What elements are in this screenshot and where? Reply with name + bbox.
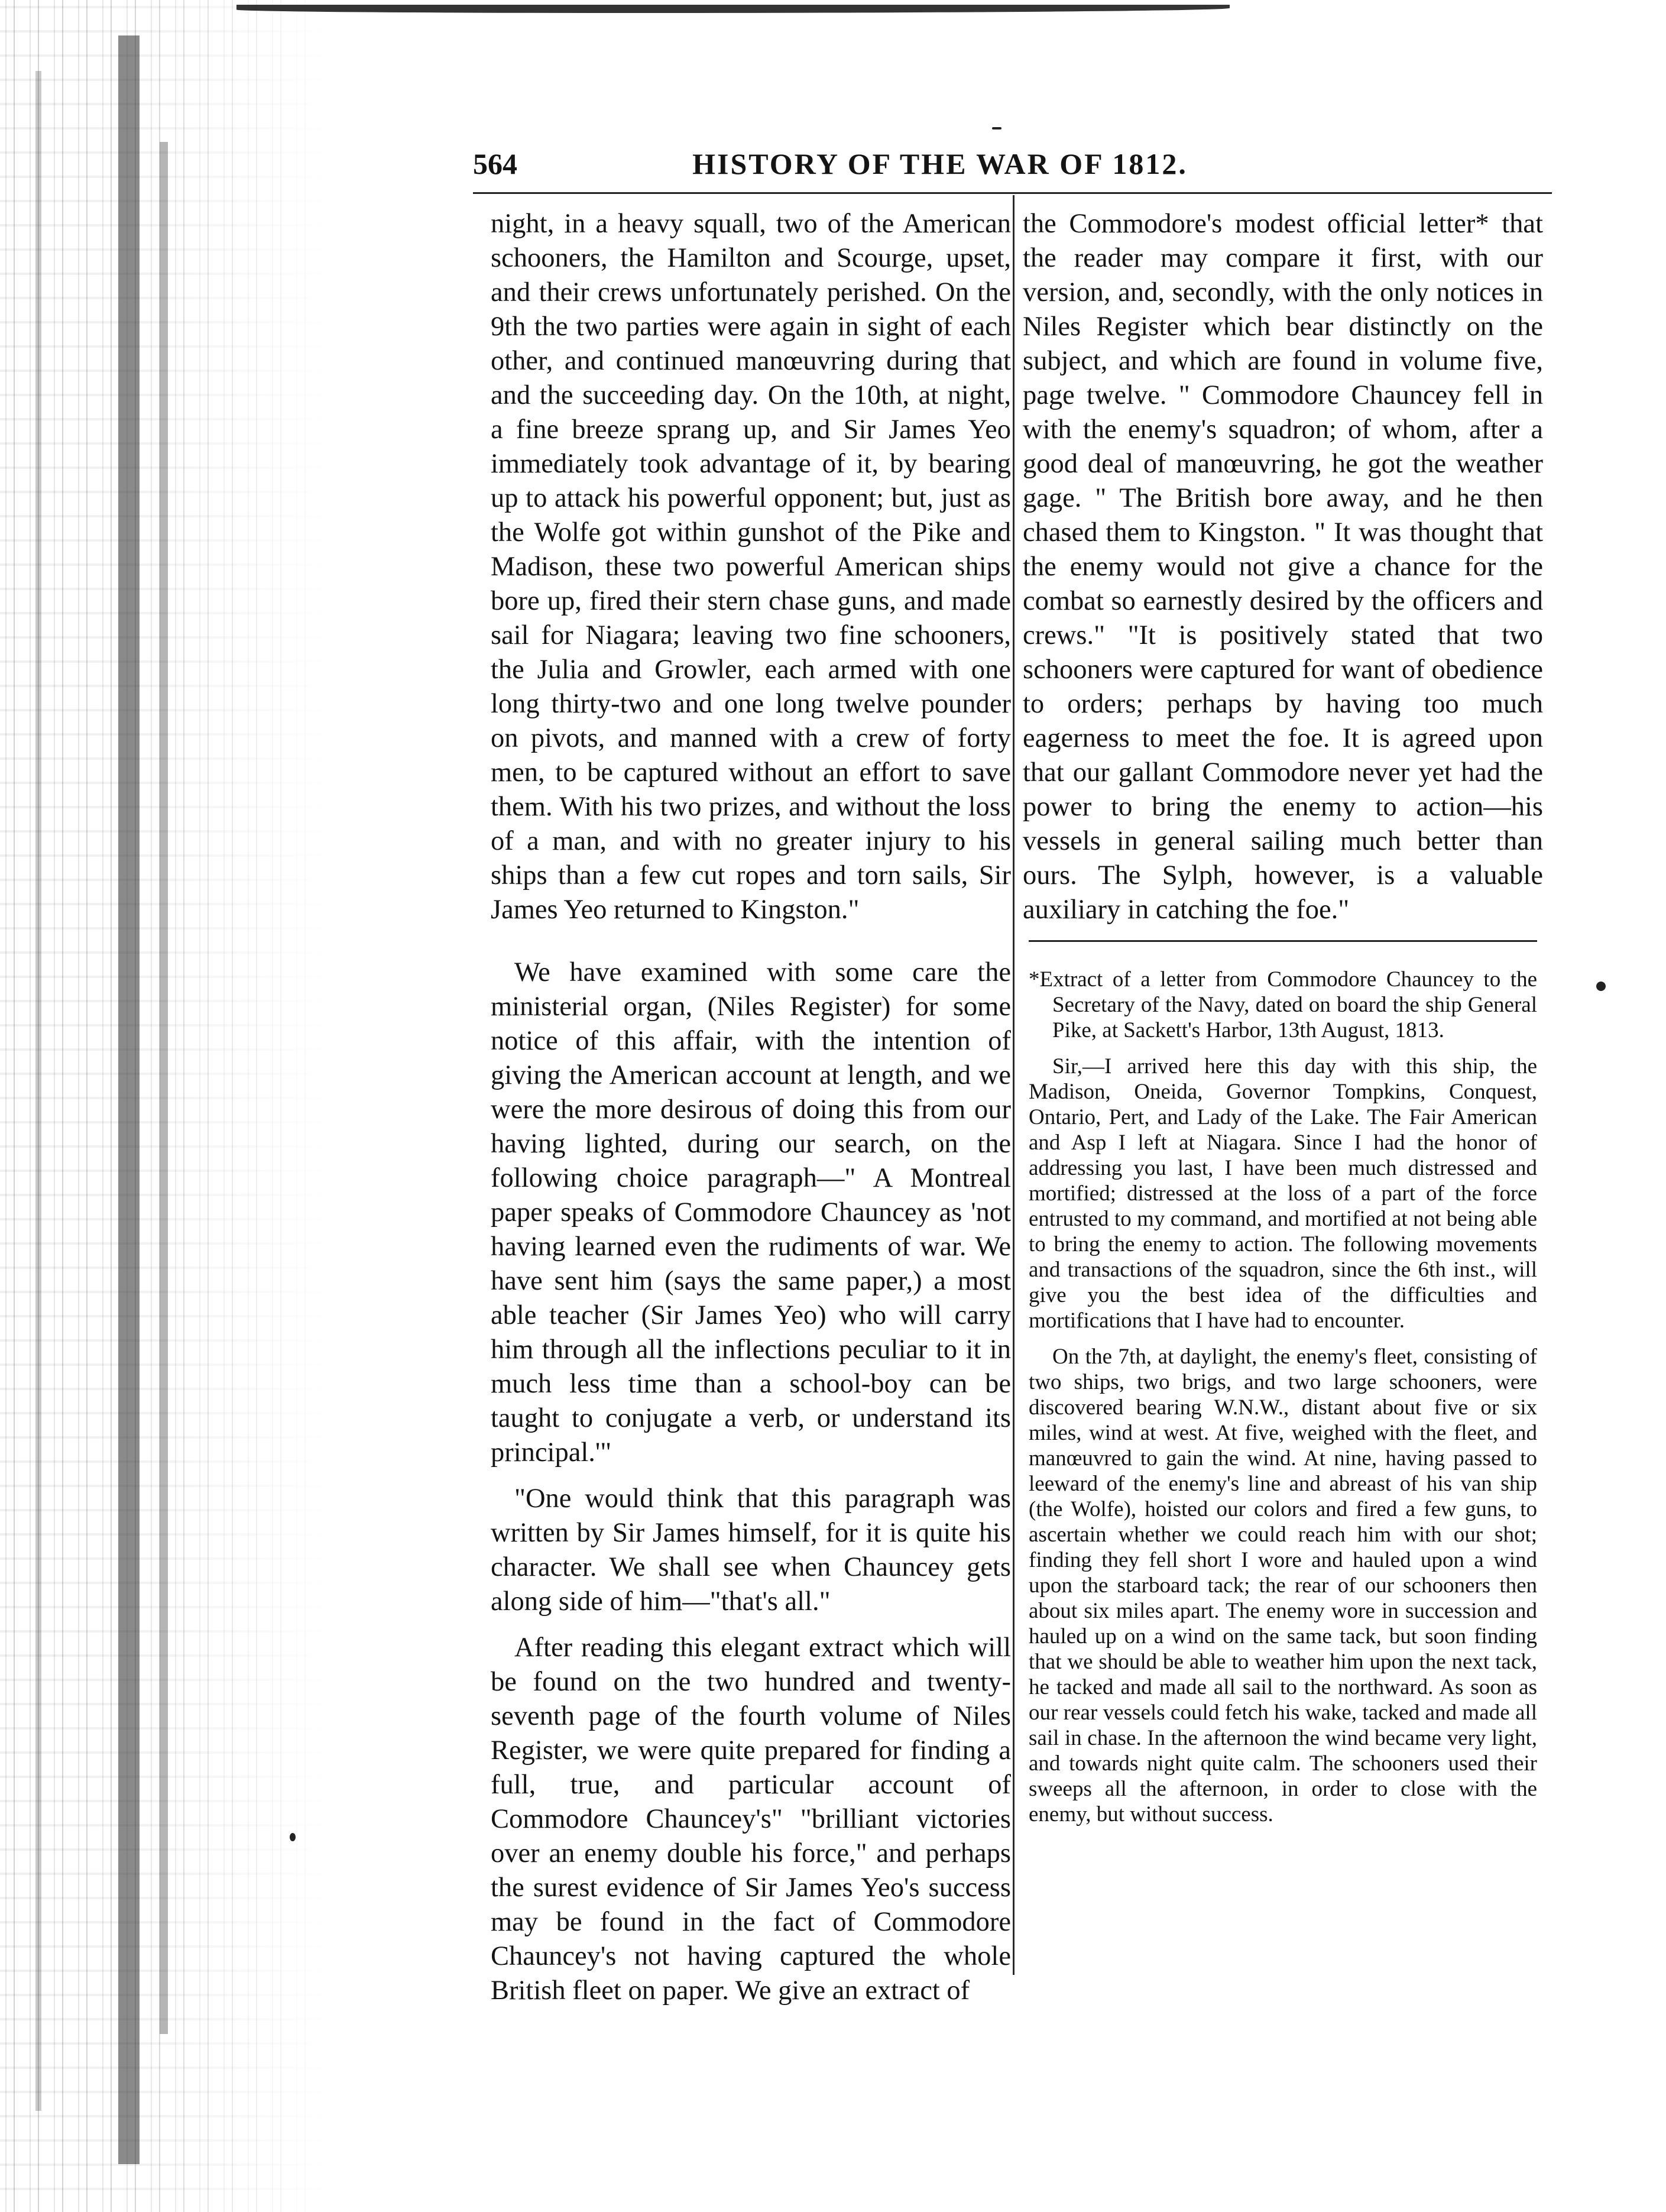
footnote [1029,967,1537,1827]
paragraph: the Commodore's modest official letter* that the reader may compare it first, with our version, and, secondly, with the only notices in Niles Register which bear distinctly on the subject, and which are found in volume five, page twelve. " Commodore Chauncey fell in with the enemy's squadron; of whom, after a good deal of manœuvring, he got the weather gage. " The British bore away, and he then chased them to Kingston. " It was thought that the enemy would not give a chance for the combat so earnestly desired by the officers and crews." "It is positively stated that two schooners were captured for want of obedience to orders; perhaps by having too much eagerness to meet the foe. It is agreed upon that our gallant Commodore never yet had the power to bring the enemy to action—his vessels in general sailing much better than ours. The Sylph, however, is a valuable auxiliary in catching the foe." [1023,209,1543,925]
paragraph: We have examined with some care the ministerial organ, (Niles Register) for some notice of this affair, with the intention of giving the American account at length, and we were the more desirous of doing this from our having lighted, during our search, on the following choice paragraph—" A Montreal paper speaks of Commodore Chauncey as 'not having learned even the rudiments of war. We have sent him (says the same paper,) a most able teacher (Sir James Yeo) who will carry him through all the inflections peculiar to it in much less time than a school-boy can be taught to conjugate a verb, or understand its principal.'" [491,957,1011,1468]
spine-shadow-inner [160,142,168,2034]
ink-speck [290,1833,296,1841]
header-rule [473,192,1552,194]
footnote-heading: *Extract of a letter from Commodore Chauncey to the Secretary of the Navy, dated on board the ship General Pike, at Sackett's Harbor, 13th August, 1813. [1029,967,1537,1042]
footnote-paragraph: On the 7th, at daylight, the enemy's fleet, consisting of two ships, two brigs, and two large schooners, were discovered bearing W.N.W., distant about five or six miles, wind at west. At five, weighed with the fleet, and manœuvred to gain the wind. At nine, having passed to leeward of the enemy's line and abreast of his van ship (the Wolfe), hoisted our colors and fired a few guns, to ascertain whether we could reach him with our shot; finding they fell short I wore and hauled upon a wind upon the starboard tack; the rear of our schooners then about six miles apart. The enemy wore in succession and hauled up on a wind on the same tack, but soon finding that we should be able to weather him upon the next tack, he tacked and made all sail to the northward. As soon as our rear vessels could fetch his wake, tacked and made all sail in chase. In the afternoon the wind became very light, and towards night quite calm. The schooners used their sweeps all the afternoon, in order to close with the enemy, but without success. [1029,1345,1537,1826]
footnote-paragraph: Sir,—I arrived here this day with this ship, the Madison, Oneida, Governor Tompkins, Conquest, Ontario, Pert, and Lady of the Lake. The Fair American and Asp I left at Niagara. Since I had the honor of addressing you last, I have been much distressed and mortified; distressed at the loss of a part of the force entrusted to my command, and mortified at not being able to bring the enemy to action. The following movements and transactions of the squadron, since the 6th inst., will give you the best idea of the difficulties and mortifications that I have had to encounter. [1029,1054,1537,1333]
right-column [1023,207,1543,927]
paragraph: "One would think that this paragraph was written by Sir James himself, for it is quite his character. We shall see when Chauncey gets along side of him—"that's all." [491,1484,1011,1617]
page-header [473,147,1289,188]
ink-speck [992,127,1001,129]
paragraph: After reading this elegant extract which will be found on the two hundred and twenty-seventh page of the fourth volume of Niles Register, we were quite prepared for finding a full, true, and particular account of Commodore Chauncey's" "brilliant victories over an enemy double his force," and perhaps the surest evidence of Sir James Yeo's success may be found in the fact of Commodore Chauncey's not having captured the whole British fleet on paper. We give an extract of [491,1633,1011,2006]
column-divider [1013,195,1014,1975]
spine-shadow [118,35,140,2164]
left-column [491,207,1011,2008]
paragraph: night, in a heavy squall, two of the American schooners, the Hamilton and Scourge, upset, and their crews unfortunately perished. On the 9th the two parties were again in sight of each other, and continued manœuvring during that and the succeeding day. On the 10th, at night, a fine breeze sprang up, and Sir James Yeo immediately took advantage of it, by bearing up to attack his powerful opponent; but, just as the Wolfe got within gunshot of the Pike and Madison, these two powerful American ships bore up, fired their stern chase guns, and made sail for Niagara; leaving two fine schooners, the Julia and Growler, each armed with one long thirty-two and one long twelve pounder on pivots, and manned with a crew of forty men, to be captured without an effort to save them. With his two prizes, and without the loss of a man, and with no greater injury to his ships than a few cut ropes and torn sails, Sir James Yeo returned to Kingston." [491,209,1011,925]
top-edge-mark [236,5,1230,13]
footnote-rule [1029,940,1537,942]
running-title: HISTORY OF THE WAR OF 1812. [692,147,1188,180]
ink-speck [1596,982,1606,991]
page-number: 564 [473,147,517,180]
spine-shadow-edge [35,71,41,2111]
